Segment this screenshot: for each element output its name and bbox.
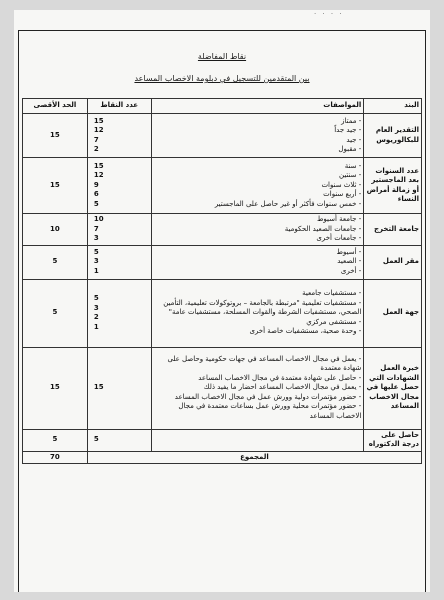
point-value: 15 bbox=[93, 116, 104, 125]
row-max: 15 bbox=[23, 158, 88, 214]
spec-item: - جامعة أسيوط bbox=[154, 215, 362, 225]
spec-list bbox=[154, 355, 362, 422]
document-title: نقاط المفاضلة bbox=[197, 52, 247, 61]
point-value: 6 bbox=[93, 190, 99, 199]
row-specs bbox=[151, 245, 364, 279]
row-max: 15 bbox=[23, 347, 88, 429]
point-value: 5 bbox=[93, 199, 99, 208]
point-value: 5 bbox=[93, 435, 99, 444]
point-value: 3 bbox=[93, 257, 99, 266]
row-max: 5 bbox=[23, 245, 88, 279]
row-item: عدد السنوات بعد الماجستير أو زمالة أمراض النساء bbox=[364, 158, 422, 214]
point-value: 1 bbox=[93, 322, 99, 331]
row-points bbox=[87, 158, 151, 214]
point-value: 2 bbox=[93, 145, 99, 153]
spec-item: - أربع سنوات bbox=[154, 190, 362, 200]
row-points bbox=[87, 429, 151, 451]
spec-list bbox=[154, 248, 362, 277]
row-points bbox=[87, 279, 151, 347]
criteria-table bbox=[22, 98, 422, 464]
point-value: 3 bbox=[93, 303, 99, 312]
spec-item: - أسيوط bbox=[154, 248, 362, 258]
row-specs bbox=[151, 158, 364, 214]
total-value: 70 bbox=[23, 451, 88, 464]
row-item: جامعة التخرج bbox=[364, 214, 422, 246]
table-row bbox=[23, 279, 422, 347]
row-item: حاصل على درجة الدكتوراه bbox=[364, 429, 422, 451]
point-value: 5 bbox=[93, 247, 99, 256]
spec-item: - أخرى bbox=[154, 267, 362, 277]
point-value: 9 bbox=[93, 180, 99, 189]
header-points: عدد النقاط bbox=[87, 99, 151, 114]
table-header-row bbox=[23, 99, 422, 114]
spec-item: - حاصل على شهادة معتمدة في مجال الاخصاب المساعد bbox=[154, 374, 362, 384]
point-value: 5 bbox=[93, 294, 99, 302]
spec-item: - مستشفيات تعليمية "مرتبطة بالجامعة – بروتوكولات تعليمية، التأمين الصحي، مستشفيات الشرطة والقوات المسلحة، مستشفيات عامة" bbox=[154, 299, 362, 318]
point-value: 2 bbox=[93, 313, 99, 321]
row-item: التقدير العام للبكالوريوس bbox=[364, 114, 422, 158]
row-specs bbox=[151, 347, 364, 429]
table-row bbox=[23, 429, 422, 451]
spec-list bbox=[154, 162, 362, 210]
spec-list bbox=[154, 215, 362, 244]
spec-item: - سنة bbox=[154, 162, 362, 172]
point-value: 7 bbox=[93, 135, 99, 144]
points-list bbox=[90, 215, 149, 244]
total-row bbox=[23, 451, 422, 464]
row-points bbox=[87, 114, 151, 158]
points-list bbox=[90, 117, 149, 155]
spec-item: - ممتاز bbox=[154, 117, 362, 127]
spec-item: - يعمل في مجال الاخصاب المساعد في جهات حكومية وحاصل على شهادة معتمدة bbox=[154, 355, 362, 374]
row-item: جهة العمل bbox=[364, 279, 422, 347]
row-points bbox=[87, 245, 151, 279]
points-list bbox=[90, 248, 149, 277]
spec-item: - ثلاث سنوات bbox=[154, 181, 362, 191]
row-max: 15 bbox=[23, 114, 88, 158]
points-list bbox=[90, 435, 149, 445]
table-row bbox=[23, 245, 422, 279]
total-label: المجموع bbox=[87, 451, 421, 464]
row-specs bbox=[151, 429, 364, 451]
point-value: 10 bbox=[93, 215, 104, 223]
spec-item: - جيد bbox=[154, 136, 362, 146]
point-value: 12 bbox=[93, 126, 104, 134]
document-subtitle: بين المتقدمين للتسجيل في دبلومة الاخصاب المساعد bbox=[134, 74, 310, 83]
spec-item: - الصعيد bbox=[154, 257, 362, 267]
points-list bbox=[90, 162, 149, 210]
point-value: 12 bbox=[93, 171, 104, 180]
page-marks: · · · · bbox=[314, 10, 344, 18]
point-value: 7 bbox=[93, 224, 99, 233]
table-row bbox=[23, 158, 422, 214]
points-list bbox=[90, 383, 149, 393]
points-list bbox=[90, 294, 149, 332]
header-item: البند bbox=[364, 99, 422, 114]
spec-list bbox=[154, 117, 362, 155]
point-value: 3 bbox=[93, 234, 99, 242]
spec-item: - وحدة صحية، مستشفيات خاصة أخرى bbox=[154, 327, 362, 337]
spec-item: - خمس سنوات فأكثر أو غير حاصل على الماجستير bbox=[154, 200, 362, 210]
row-specs bbox=[151, 214, 364, 246]
spec-item: - جامعات الصعيد الحكومية bbox=[154, 225, 362, 235]
spec-item: - مقبول bbox=[154, 145, 362, 155]
row-max: 10 bbox=[23, 214, 88, 246]
row-max: 5 bbox=[23, 429, 88, 451]
header-specs: المواصفات bbox=[151, 99, 364, 114]
spec-item: - حضور مؤتمرات دولية وورش عمل في مجال الاخصاب المساعد bbox=[154, 393, 362, 403]
spec-item: - جامعات أخرى bbox=[154, 234, 362, 244]
row-item: مقر العمل bbox=[364, 245, 422, 279]
row-specs bbox=[151, 279, 364, 347]
point-value: 1 bbox=[93, 266, 99, 275]
spec-item: - مستشفى مركزي bbox=[154, 318, 362, 328]
point-value: 15 bbox=[93, 383, 104, 392]
spec-item: - مستشفيات جامعية bbox=[154, 289, 362, 299]
spec-item: - حضور مؤتمرات محلية وورش عمل بساعات معتمدة في مجال الاخصاب المساعد bbox=[154, 402, 362, 421]
row-points bbox=[87, 214, 151, 246]
row-specs bbox=[151, 114, 364, 158]
spec-item: - جيد جداً bbox=[154, 126, 362, 136]
table-body bbox=[23, 114, 422, 452]
document-page bbox=[14, 10, 430, 592]
point-value: 15 bbox=[93, 161, 104, 170]
spec-item: - يعمل في مجال الاخصاب المساعد احضار ما يفيد ذلك bbox=[154, 383, 362, 393]
table-row bbox=[23, 214, 422, 246]
spec-item: - سنتين bbox=[154, 171, 362, 181]
spec-list bbox=[154, 289, 362, 337]
table-row bbox=[23, 114, 422, 158]
row-points bbox=[87, 347, 151, 429]
row-item: خبرة العمل الشهادات التي حصل عليها في مجال الاخصاب المساعد bbox=[364, 347, 422, 429]
table-row bbox=[23, 347, 422, 429]
row-max: 5 bbox=[23, 279, 88, 347]
header-max: الحد الأقصى bbox=[23, 99, 88, 114]
